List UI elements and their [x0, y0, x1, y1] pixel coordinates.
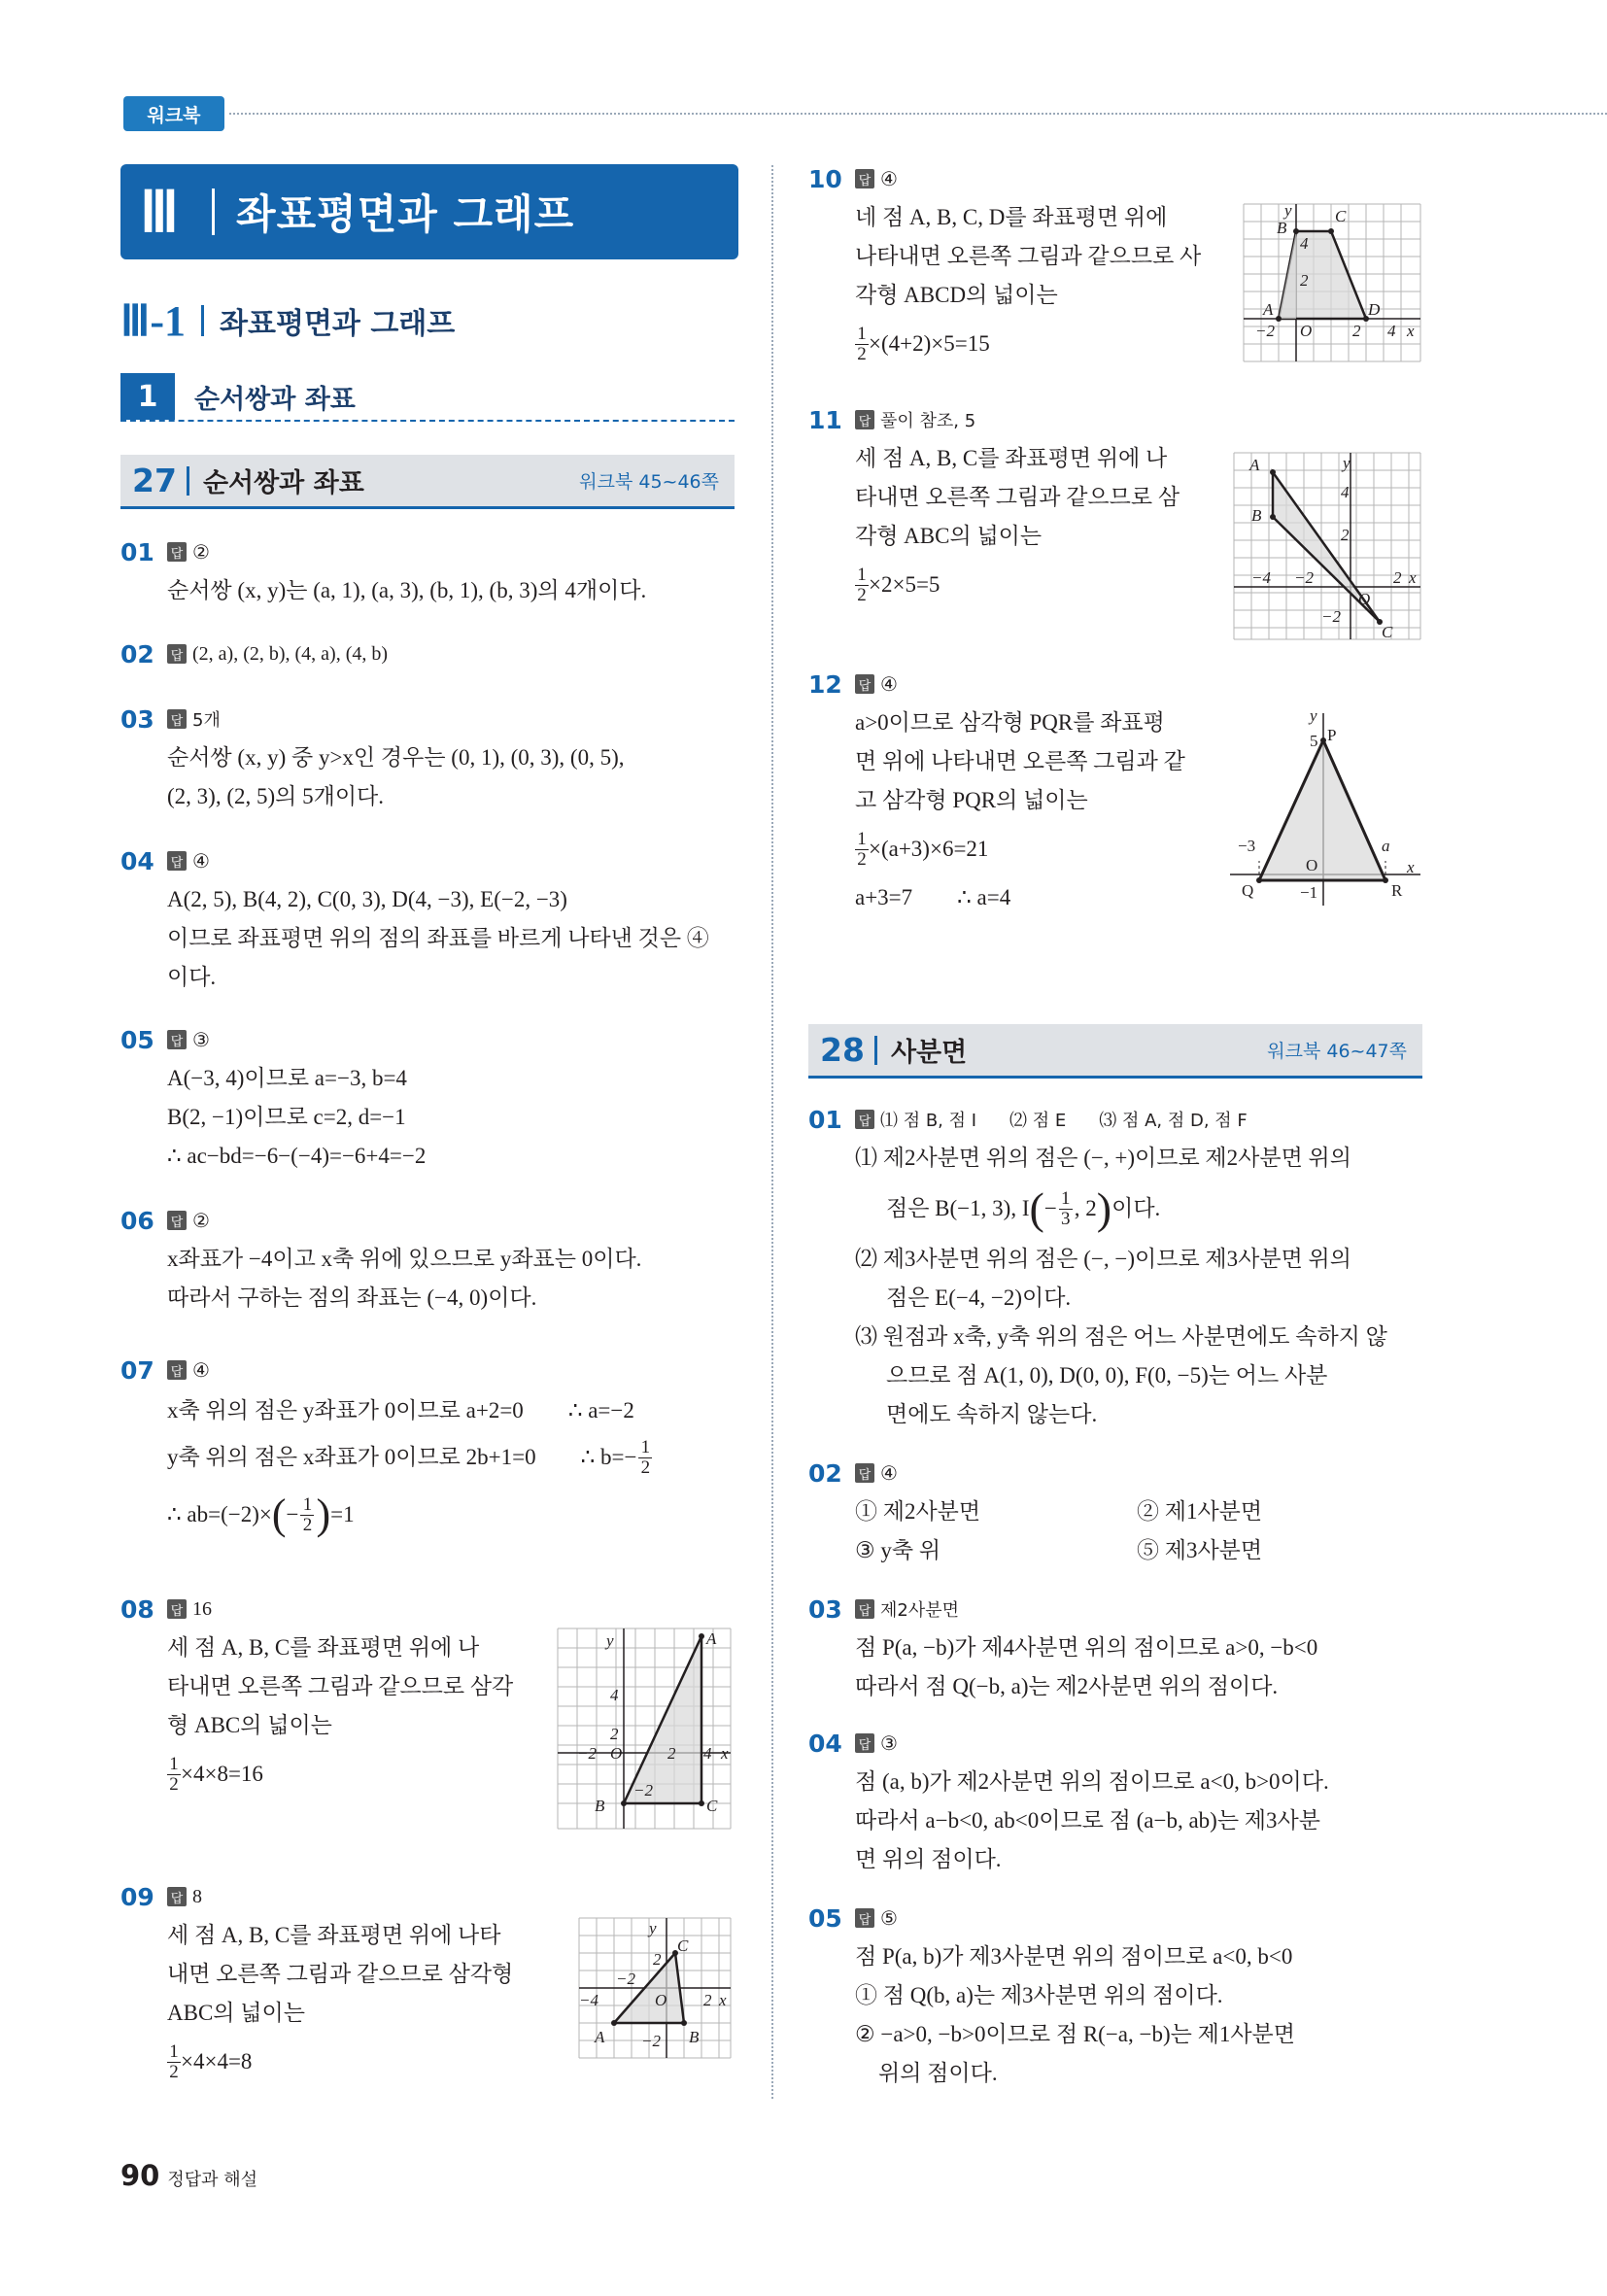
formula-text: ×4×8=16: [181, 1762, 263, 1786]
graph-q10: [1242, 202, 1422, 363]
answer-icon: 답: [855, 1110, 874, 1129]
choice: ③ y축 위: [855, 1538, 941, 1562]
area-formula: [855, 820, 1185, 878]
answer-icon: 답: [167, 1360, 187, 1380]
answer-icon: 답: [855, 674, 874, 694]
question-28-04: [808, 1728, 1329, 1879]
lesson-bar: [874, 1036, 877, 1065]
lesson-number: 28: [820, 1031, 865, 1069]
formula-text: ×4×4=8: [181, 2049, 253, 2073]
answer-icon: 답: [855, 1733, 874, 1753]
solution-line: 타내면 오른쪽 그림과 같으므로 삼각: [167, 1674, 514, 1698]
answer-icon: 답: [855, 169, 874, 188]
formula-text: ×2×5=5: [869, 572, 940, 597]
tick-label: −4: [579, 1991, 598, 2009]
point-label: A: [595, 2028, 605, 2046]
solution-line: 이다.: [1111, 1196, 1161, 1220]
solution-line: B(2, −1)이므로 c=2, d=−1: [167, 1105, 406, 1129]
lesson-title: 순서쌍과 좌표: [202, 468, 364, 498]
question-number: 03: [120, 704, 154, 734]
paren-open: (: [1029, 1183, 1044, 1233]
page-footer: [120, 2159, 257, 2192]
fraction: [855, 830, 869, 870]
solution-line: 타내면 오른쪽 그림과 같으므로 삼: [855, 485, 1180, 509]
question-12: [808, 668, 1185, 917]
question-number: 01: [120, 537, 154, 566]
question-number: 03: [808, 1594, 842, 1624]
axis-label-x: x: [1407, 858, 1415, 876]
answer-icon: 답: [167, 1211, 187, 1230]
axis-label-y: y: [606, 1631, 614, 1650]
solution-line: 면에도 속하지 않는다.: [886, 1402, 1098, 1426]
question-number: 06: [120, 1206, 154, 1235]
question-number: 01: [808, 1105, 842, 1134]
answer: 16: [192, 1597, 212, 1620]
fraction-denominator: 2: [169, 2061, 179, 2082]
tick-label: −2: [633, 1781, 653, 1799]
lesson-title: 사분면: [890, 1038, 968, 1068]
graph-q09: [577, 1916, 733, 2060]
point-label: C: [1335, 207, 1347, 225]
point-label: B: [1251, 506, 1262, 525]
answer-icon: 답: [855, 410, 874, 429]
answer: 제2사분면: [880, 1600, 960, 1621]
choice: ① 제2사분면: [855, 1499, 981, 1524]
axis-label-y: y: [1310, 707, 1317, 725]
axis-label-y: y: [1284, 202, 1292, 220]
solution-line: 점 P(a, −b)가 제4사분면 위의 점이므로 a>0, −b<0: [855, 1635, 1318, 1660]
fraction: [167, 2042, 181, 2082]
tick-label: 2: [1300, 271, 1309, 290]
answer-icon: 답: [855, 1463, 874, 1483]
origin-label: O: [1306, 856, 1318, 874]
fraction: [167, 1755, 181, 1795]
question-04: [120, 845, 709, 997]
chapter-number: Ⅲ: [140, 181, 179, 244]
question-number: 04: [120, 846, 154, 875]
tick-label: 4: [703, 1744, 712, 1763]
lesson-number: 27: [132, 462, 177, 499]
fraction-numerator: 1: [640, 1436, 651, 1457]
solution-line: 점 P(a, b)가 제3사분면 위의 점이므로 a<0, b<0: [855, 1944, 1293, 1969]
answer: ④: [880, 168, 898, 190]
answer: ③: [880, 1732, 898, 1755]
solution-line: 세 점 A, B, C를 좌표평면 위에 나: [167, 1635, 480, 1660]
solution-line: 세 점 A, B, C를 좌표평면 위에 나타: [167, 1923, 501, 1947]
solution-line: 위의 점이다.: [878, 2061, 998, 2085]
point-label: R: [1391, 881, 1403, 900]
tick-label: 2: [667, 1744, 676, 1763]
solution-line-with-fraction: [855, 1178, 1430, 1240]
solution-line: y축 위의 점은 x좌표가 0이므로 2b+1=0: [167, 1445, 536, 1469]
point-label: A: [1249, 456, 1260, 474]
lesson-reference: 워크북 45~46쪽: [579, 471, 719, 493]
fraction-denominator: 2: [640, 1456, 651, 1478]
choice: ② 제1사분면: [1137, 1499, 1263, 1524]
solution-line: 따라서 a−b<0, ab<0이므로 점 (a−b, ab)는 제3사분: [855, 1808, 1320, 1833]
question-28-02: [808, 1457, 1430, 1570]
fraction: [1059, 1189, 1073, 1229]
question-number: 05: [120, 1025, 154, 1054]
topic-number: 1: [120, 373, 175, 420]
fraction-numerator: 1: [857, 564, 867, 585]
topic-heading: [120, 373, 735, 422]
solution-line: ⑴ 제2사분면 위의 점은 (−, +)이므로 제2사분면 위의: [855, 1146, 1351, 1170]
fraction-numerator: 1: [857, 828, 867, 849]
point-label: B: [1277, 219, 1287, 237]
question-03: [120, 703, 625, 816]
solution-line: 면 위의 점이다.: [855, 1847, 1002, 1871]
solution-line: 순서쌍 (x, y)는 (a, 1), (a, 3), (b, 1), (b, 3)의 4개이다.: [167, 578, 647, 602]
solution-line: 이다.: [167, 965, 217, 989]
point-label: D: [1368, 300, 1381, 319]
question-06: [120, 1205, 641, 1318]
answer: 풀이 참조, 5: [880, 411, 976, 431]
origin-label: O: [1358, 590, 1371, 608]
point-label: C: [1382, 623, 1393, 641]
point-coordinate: , 2: [1074, 1196, 1097, 1220]
answer-icon: 답: [167, 1599, 187, 1619]
solution-line: ① 점 Q(b, a)는 제3사분면 위의 점이다.: [855, 1983, 1223, 2007]
lesson-27-header: [120, 455, 735, 509]
tick-label: 4: [1341, 483, 1350, 501]
question-number: 02: [808, 1458, 842, 1488]
tick-label: −2: [577, 1744, 597, 1763]
minus-sign: −: [1043, 1196, 1057, 1220]
lesson-28-header: [808, 1024, 1422, 1079]
point-label: C: [706, 1797, 718, 1815]
solution-line: a>0이므로 삼각형 PQR를 좌표평: [855, 710, 1165, 735]
area-formula: [167, 1745, 513, 1803]
chapter-banner: [120, 164, 738, 259]
answer-icon: 답: [167, 644, 187, 664]
axis-label-x: x: [719, 1991, 727, 2009]
axis-label-y: y: [1343, 454, 1351, 472]
solution-line: 나타내면 오른쪽 그림과 같으므로 사: [855, 244, 1202, 268]
tick-label: 2: [1341, 526, 1350, 544]
solution-line: x좌표가 −4이고 x축 위에 있으므로 y좌표는 0이다.: [167, 1247, 642, 1271]
answer-icon: 답: [167, 709, 187, 729]
answer: ⑤: [880, 1907, 898, 1930]
point-label: Q: [1242, 881, 1254, 900]
question-number: 08: [120, 1594, 154, 1624]
tick-label: 2: [1393, 568, 1402, 587]
tick-label: 4: [1300, 234, 1309, 253]
answer-icon: 답: [167, 542, 187, 562]
question-number: 07: [120, 1355, 154, 1385]
tick-label: 5: [1310, 732, 1318, 750]
answer: ②: [192, 541, 210, 564]
point-label: A: [706, 1629, 717, 1648]
solution-line: 면 위에 나타내면 오른쪽 그림과 같: [855, 749, 1185, 773]
solution-line: ∴ ab=(−2)×: [167, 1502, 272, 1526]
answer-icon: 답: [855, 1599, 874, 1619]
section-number: Ⅲ-1: [120, 296, 186, 345]
tick-label: −1: [1300, 883, 1318, 902]
point-label: A: [1263, 300, 1274, 319]
solution-line: 각형 ABC의 넓이는: [855, 524, 1043, 548]
graph-q08: [556, 1627, 733, 1831]
axis-label-x: x: [721, 1744, 729, 1763]
tick-label: 2: [610, 1725, 619, 1743]
question-01: [120, 536, 646, 610]
solution-line: 세 점 A, B, C를 좌표평면 위에 나: [855, 446, 1168, 470]
solution-line: 따라서 점 Q(−b, a)는 제2사분면 위의 점이다.: [855, 1674, 1279, 1698]
answer: ④: [192, 850, 210, 873]
solution-line: x축 위의 점은 y좌표가 0이므로 a+2=0: [167, 1398, 524, 1422]
question-number: 05: [808, 1903, 842, 1933]
fraction-numerator: 1: [169, 2040, 179, 2062]
fraction-numerator: 1: [1061, 1187, 1071, 1209]
answer: ⑶ 점 A, 점 D, 점 F: [1099, 1111, 1248, 1131]
column-divider: [771, 165, 773, 2099]
solution-line: 내면 오른쪽 그림과 같으므로 삼각형: [167, 1962, 514, 1986]
tick-label: −2: [641, 2032, 661, 2050]
answer: 5개: [192, 710, 221, 731]
fraction-denominator: 2: [857, 848, 867, 870]
point-label: P: [1327, 726, 1337, 744]
question-number: 09: [120, 1882, 154, 1911]
tick-label: 4: [1387, 322, 1396, 340]
answer: ③: [192, 1029, 210, 1051]
section-heading: [120, 295, 455, 346]
answer: ④: [192, 1359, 210, 1382]
header-divider: [229, 113, 1607, 115]
section-bar: [201, 305, 204, 336]
fraction-numerator: 1: [302, 1493, 313, 1515]
solution-line: ⑶ 원점과 x축, y축 위의 점은 어느 사분면에도 속하지 않: [855, 1324, 1387, 1349]
tick-label: 4: [610, 1686, 619, 1704]
solution-line: 형 ABC의 넓이는: [167, 1713, 332, 1737]
question-08: [120, 1593, 513, 1803]
fraction: [855, 325, 869, 364]
axis-label-y: y: [649, 1919, 657, 1937]
question-number: 10: [808, 164, 842, 193]
solution-line: 이므로 좌표평면 위의 점의 좌표를 바르게 나타낸 것은 ④: [167, 926, 709, 950]
solution-result: ∴ a=4: [957, 885, 1011, 909]
point-label: B: [595, 1797, 605, 1815]
point-label: C: [677, 1936, 689, 1955]
minus-sign: −: [286, 1502, 299, 1526]
tick-label: 2: [653, 1950, 662, 1969]
question-07: [120, 1354, 742, 1545]
fraction: [638, 1438, 652, 1478]
paren-open: (: [271, 1491, 287, 1538]
lesson-bar: [187, 466, 189, 496]
solution-line: ABC의 넓이는: [167, 2001, 305, 2025]
chapter-title: 좌표평면과 그래프: [236, 190, 575, 238]
solution-line: ⑵ 제3사분면 위의 점은 (−, −)이므로 제3사분면 위의: [855, 1247, 1351, 1271]
axis-label-x: x: [1407, 322, 1415, 340]
answer: ⑵ 점 E: [1009, 1111, 1067, 1131]
footer-text: 정답과 해설: [167, 2170, 258, 2190]
fraction-numerator: 1: [857, 323, 867, 344]
solution-line: 점은 E(−4, −2)이다.: [886, 1285, 1072, 1310]
tick-label: 2: [703, 1991, 712, 2009]
origin-label: O: [610, 1744, 623, 1763]
tick-label: a: [1382, 837, 1390, 855]
fraction: [855, 565, 869, 605]
question-11: [808, 404, 1180, 614]
answer-icon: 답: [167, 851, 187, 871]
solution-line: (2, 3), (2, 5)의 5개이다.: [167, 784, 385, 808]
question-28-01: [808, 1104, 1430, 1434]
paren-close: ): [1096, 1183, 1112, 1233]
question-number: 04: [808, 1729, 842, 1758]
paren-close: ): [316, 1491, 331, 1538]
solution-line: A(−3, 4)이므로 a=−3, b=4: [167, 1066, 407, 1090]
topic-title: 순서쌍과 좌표: [194, 384, 356, 415]
question-number: 02: [120, 639, 154, 668]
area-formula: [855, 556, 1180, 614]
fraction-denominator: 2: [857, 343, 867, 364]
lesson-reference: 워크북 46~47쪽: [1267, 1041, 1407, 1062]
solution-line: 순서쌍 (x, y) 중 y>x인 경우는 (0, 1), (0, 3), (0, 5),: [167, 745, 625, 770]
origin-label: O: [655, 1991, 667, 2009]
fraction-numerator: 1: [169, 1753, 179, 1774]
solution-line: 따라서 구하는 점의 좌표는 (−4, 0)이다.: [167, 1285, 537, 1310]
tick-label: 2: [1352, 322, 1361, 340]
area-formula: [167, 2033, 513, 2091]
question-28-05: [808, 1902, 1295, 2093]
page-number: 90: [120, 2159, 160, 2192]
tick-label: −4: [1251, 568, 1271, 587]
answer-icon: 답: [855, 1908, 874, 1928]
solution-line: 점 (a, b)가 제2사분면 위의 점이므로 a<0, b>0이다.: [855, 1769, 1329, 1794]
choice: ⑤ 제3사분면: [1137, 1538, 1263, 1562]
answer: 8: [192, 1885, 202, 1907]
formula-text: ×(4+2)×5=15: [869, 331, 990, 356]
solution-line: 네 점 A, B, C, D를 좌표평면 위에: [855, 205, 1168, 229]
solution-line: 고 삼각형 PQR의 넓이는: [855, 788, 1088, 812]
solution-line: 으므로 점 A(1, 0), D(0, 0), F(0, −5)는 어느 사분: [886, 1363, 1328, 1388]
workbook-tag: 워크북: [123, 96, 224, 131]
fraction: [300, 1495, 314, 1535]
tick-label: −3: [1238, 837, 1256, 855]
question-10: [808, 163, 1201, 373]
answer: ④: [880, 673, 898, 696]
solution-result: =1: [330, 1502, 355, 1526]
question-09: [120, 1881, 513, 2091]
chapter-bar: [212, 188, 215, 235]
graph-q11: [1232, 451, 1422, 641]
solution-line: a+3=7: [855, 885, 913, 909]
solution-line: A(2, 5), B(4, 2), C(0, 3), D(4, −3), E(−2, −3): [167, 887, 567, 911]
question-28-03: [808, 1593, 1317, 1706]
fraction-denominator: 2: [302, 1514, 313, 1535]
fraction-denominator: 2: [857, 584, 867, 605]
answer-icon: 답: [167, 1887, 187, 1906]
fraction-denominator: 3: [1061, 1208, 1071, 1229]
tick-label: −2: [1255, 322, 1275, 340]
tick-label: −2: [1294, 568, 1314, 587]
answer: (2, a), (2, b), (4, a), (4, b): [192, 642, 389, 665]
area-formula: [855, 315, 1201, 373]
solution-line: 점은 B(−1, 3), I: [886, 1196, 1030, 1220]
question-number: 11: [808, 405, 842, 434]
axis-label-x: x: [1409, 568, 1417, 587]
question-number: 12: [808, 669, 842, 699]
formula-text: ×(a+3)×6=21: [869, 837, 989, 861]
answer: ⑴ 점 B, 점 I: [880, 1111, 977, 1131]
solution-result: ∴ b=−: [580, 1445, 637, 1469]
section-title: 좌표평면과 그래프: [220, 307, 456, 341]
question-05: [120, 1024, 426, 1176]
point-label: B: [689, 2028, 700, 2046]
tick-label: −2: [616, 1970, 635, 1988]
answer-icon: 답: [167, 1030, 187, 1049]
solution-line: ∴ ac−bd=−6−(−4)=−6+4=−2: [167, 1144, 427, 1168]
question-02: [120, 638, 388, 669]
graph-q12: [1226, 707, 1424, 908]
tick-label: −2: [1321, 607, 1341, 626]
fraction-denominator: 2: [169, 1773, 179, 1795]
origin-label: O: [1300, 322, 1313, 340]
solution-line: ② −a>0, −b>0이므로 점 R(−a, −b)는 제1사분면: [855, 2022, 1295, 2046]
answer: ④: [880, 1462, 898, 1485]
answer: ②: [192, 1210, 210, 1232]
solution-line: 각형 ABCD의 넓이는: [855, 283, 1058, 307]
solution-result: ∴ a=−2: [567, 1398, 634, 1422]
